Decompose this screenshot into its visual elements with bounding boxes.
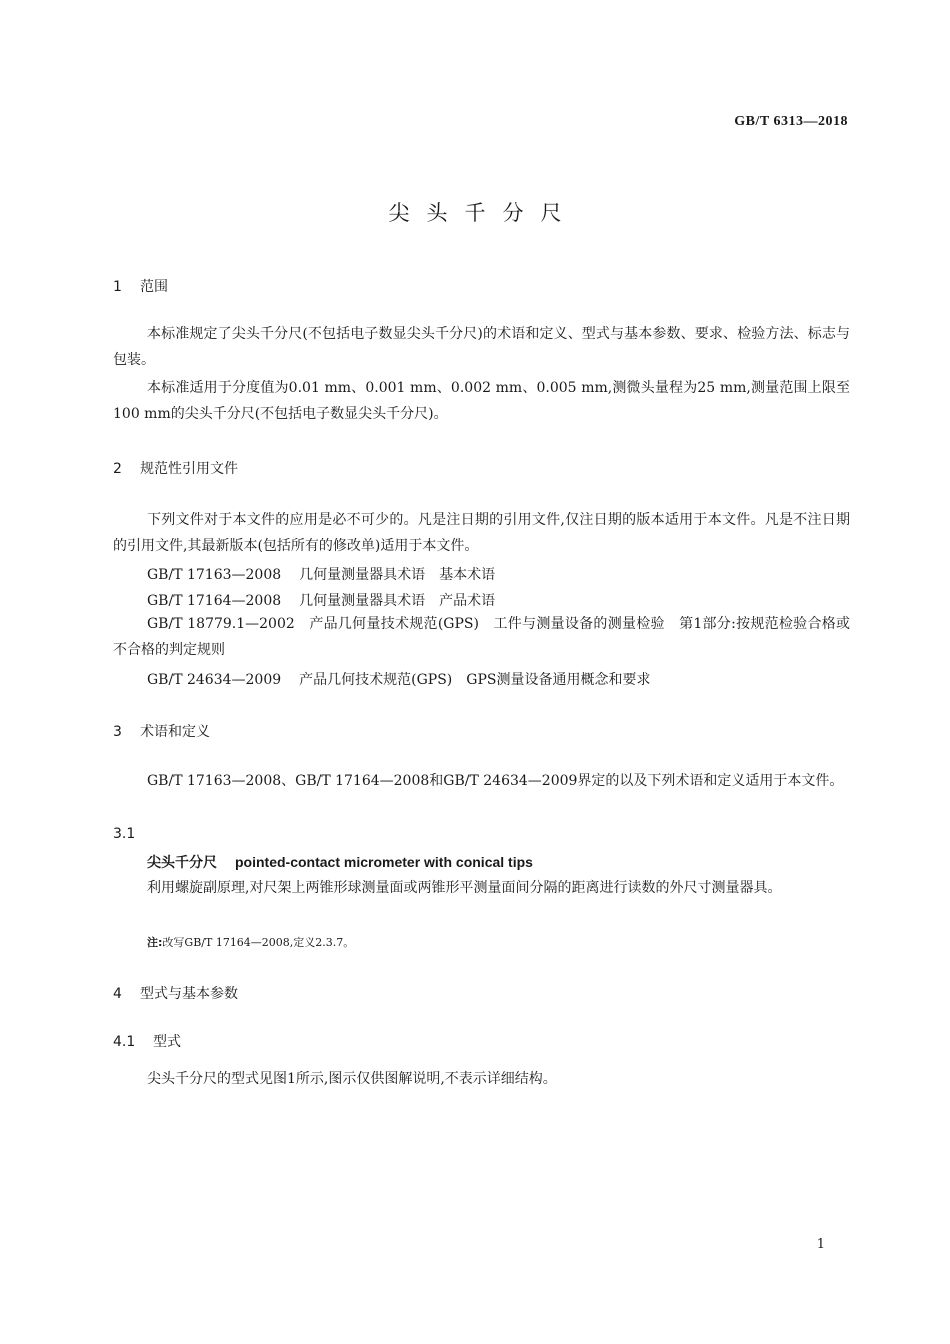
note-label: 注: xyxy=(147,936,163,949)
section-title: 范围 xyxy=(140,279,168,295)
terms-intro: GB/T 17163—2008、GB/T 17164—2008和GB/T 24634—2009界定的以及下列术语和定义适用于本文件。 xyxy=(147,773,844,789)
term-chinese: 尖头千分尺 xyxy=(147,855,217,871)
term-english: pointed-contact micrometer with conical tips xyxy=(235,854,533,870)
clause-number: 3.1 xyxy=(113,826,136,842)
section-title: 型式与基本参数 xyxy=(140,986,238,1002)
term-definition: 利用螺旋副原理,对尺架上两锥形球测量面或两锥形平测量面间分隔的距离进行读数的外尺寸测量器具。 xyxy=(147,880,782,896)
subsection-title: 型式 xyxy=(153,1034,181,1050)
section-number: 1 xyxy=(113,279,122,295)
section-title: 术语和定义 xyxy=(140,724,210,740)
subsection-4-1-heading xyxy=(113,1031,181,1051)
section-2-heading xyxy=(113,458,238,478)
reference-title: 几何量测量器具术语 基本术语 xyxy=(299,567,496,583)
scope-paragraph-2: 本标准适用于分度值为0.01 mm、0.001 mm、0.002 mm、0.005 mm,测微头量程为25 mm,测量范围上限至100 mm的尖头千分尺(不包括电子数显尖头千分尺)。 xyxy=(113,380,850,422)
scope-paragraph-1: 本标准规定了尖头千分尺(不包括电子数显尖头千分尺)的术语和定义、型式与基本参数、要求、检验方法、标志与包装。 xyxy=(113,326,850,368)
reference-code: GB/T 18779.1—2002 xyxy=(147,616,295,632)
page-title: 尖头千分尺 xyxy=(388,201,579,225)
section-number: 2 xyxy=(113,461,122,477)
references-intro: 下列文件对于本文件的应用是必不可少的。凡是注日期的引用文件,仅注日期的版本适用于本文件。凡是不注日期的引用文件,其最新版本(包括所有的修改单)适用于本文件。 xyxy=(113,512,850,554)
section-title: 规范性引用文件 xyxy=(140,461,238,477)
form-paragraph: 尖头千分尺的型式见图1所示,图示仅供图解说明,不表示详细结构。 xyxy=(147,1071,557,1087)
section-number: 4 xyxy=(113,986,122,1002)
section-number: 3 xyxy=(113,724,122,740)
reference-item xyxy=(147,669,650,689)
standard-number: GB/T 6313—2018 xyxy=(734,114,848,129)
section-1-heading xyxy=(113,276,168,296)
note-text: 改写GB/T 17164—2008,定义2.3.7。 xyxy=(162,936,355,949)
reference-code: GB/T 17164—2008 xyxy=(147,593,282,609)
reference-item xyxy=(147,590,495,610)
section-3-heading xyxy=(113,721,210,741)
subsection-number: 4.1 xyxy=(113,1034,136,1050)
reference-item xyxy=(113,611,850,663)
note xyxy=(147,934,354,950)
page-number: 1 xyxy=(816,1237,825,1252)
reference-code: GB/T 17163—2008 xyxy=(147,567,282,583)
reference-item xyxy=(147,564,495,584)
term-entry xyxy=(147,852,533,872)
reference-title: 几何量测量器具术语 产品术语 xyxy=(299,593,496,609)
reference-title: 产品几何技术规范(GPS) GPS测量设备通用概念和要求 xyxy=(299,672,651,688)
reference-title: 产品几何量技术规范(GPS) 工件与测量设备的测量检验 第1部分:按规范检验合格或不合格的判定规则 xyxy=(113,616,851,658)
section-4-heading xyxy=(113,983,238,1003)
reference-code: GB/T 24634—2009 xyxy=(147,672,282,688)
